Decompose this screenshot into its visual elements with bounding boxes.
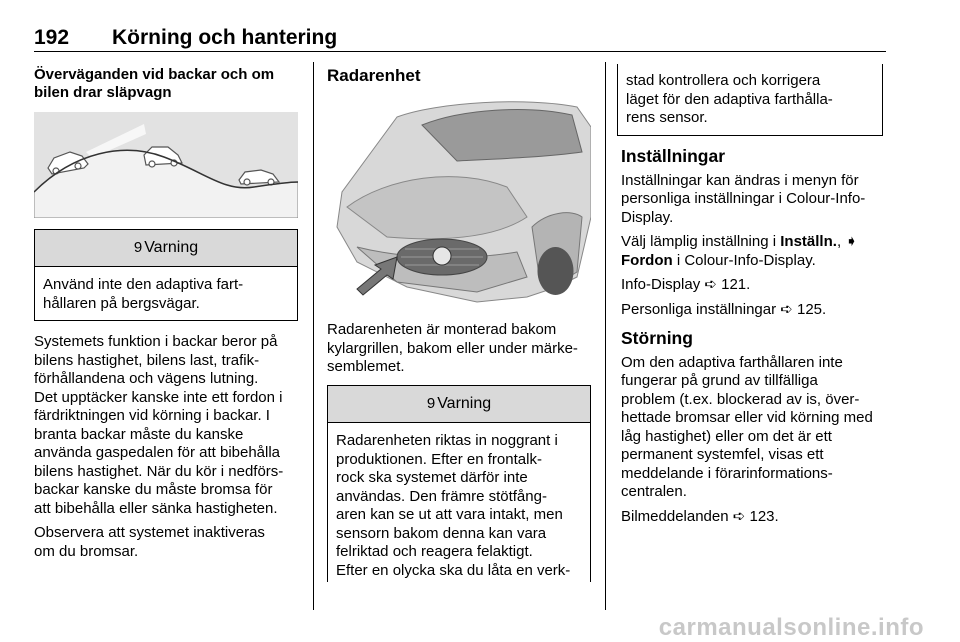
choose-setting-paragraph: Välj lämplig inställning i Inställn., ➧ Fordon i Colour-Info-Display. <box>621 233 858 269</box>
warning-icon: 9 <box>133 239 143 256</box>
reference-info-display: Info-Display ➪ 121. <box>621 276 751 293</box>
warning-header <box>328 386 590 423</box>
column-1 <box>34 66 300 102</box>
column-divider-1 <box>313 62 314 610</box>
watermark: carmanualsonline.info <box>658 614 924 641</box>
fault-paragraph: Om den adaptiva farthållaren inte fungerar på grund av tillfälliga problem (t.ex. blockerad av is, över- hettade bromsar eller vid körning med låg hastighet) eller om det är ett permanent systemfel, visas ett meddelande i förarinformations- centralen. <box>621 353 873 500</box>
fault-heading: Störning <box>621 328 693 348</box>
warning-icon: 9 <box>426 395 436 412</box>
page-number: 192 <box>34 26 70 49</box>
paragraph-brake: Observera att systemet inaktiveras om du bromsar. <box>34 524 265 560</box>
warning-box-hills <box>34 229 298 321</box>
column-2 <box>327 67 595 86</box>
column-divider-2 <box>605 62 606 610</box>
car-radar-illustration <box>327 97 591 305</box>
warning-text: Använd inte den adaptiva fart- hållaren på bergsvägar. <box>43 276 244 312</box>
header-rule <box>34 51 886 52</box>
page-header <box>34 18 886 52</box>
settings-heading: Inställningar <box>621 146 726 166</box>
settings-paragraph: Inställningar kan ändras i menyn för personliga inställningar i Colour-Info- Display. <box>621 171 866 226</box>
radar-text: Radarenheten är monterad bakom kylargrillen, bakom eller under märke- semblemet. <box>327 321 578 375</box>
warning-text: Radarenheten riktas in noggrant i produktionen. Efter en frontalk- rock ska systemet därför inte användas. Den främre stötfång- aren kan se ut att vara intakt, men sensorn bakom denna kan vara felriktad och reagera felaktigt. Efter en olycka ska du låta en verk- <box>336 432 571 579</box>
warning-title: Varning <box>144 239 199 256</box>
hills-paragraph <box>34 333 302 567</box>
arrow-icon: ➧ <box>845 233 858 250</box>
warning-box-radar <box>327 385 591 582</box>
reference-personal-settings: Personliga inställningar ➪ 125. <box>621 300 827 318</box>
section-subheading: Överväganden vid backar och om bilen drar släpvagn <box>34 66 275 101</box>
reference-vehicle-messages: Bilmeddelanden ➪ 123. <box>621 507 779 525</box>
column-3 <box>621 147 889 532</box>
radar-heading: Radarenhet <box>327 66 421 85</box>
warning-box-continued: stad kontrollera och korrigera läget för den adaptiva farthålla- rens sensor. <box>617 64 883 136</box>
warning-header <box>35 230 297 267</box>
hill-illustration <box>34 112 298 218</box>
page-title: Körning och hantering <box>112 26 338 49</box>
paragraph: Systemets funktion i backar beror på bilens hastighet, bilens last, trafik- förhållandena och vägens lutning. Det upptäcker kanske inte ett fordon i färdriktningen vid körning i backar. I branta backar måste du kanske använda gaspedalen för att bibehålla bilens hastighet. När du kör i nedförs- backar kanske du måste bromsa för att bibehålla eller sänka hastigheten. <box>34 333 284 517</box>
warning-title: Varning <box>437 395 492 412</box>
